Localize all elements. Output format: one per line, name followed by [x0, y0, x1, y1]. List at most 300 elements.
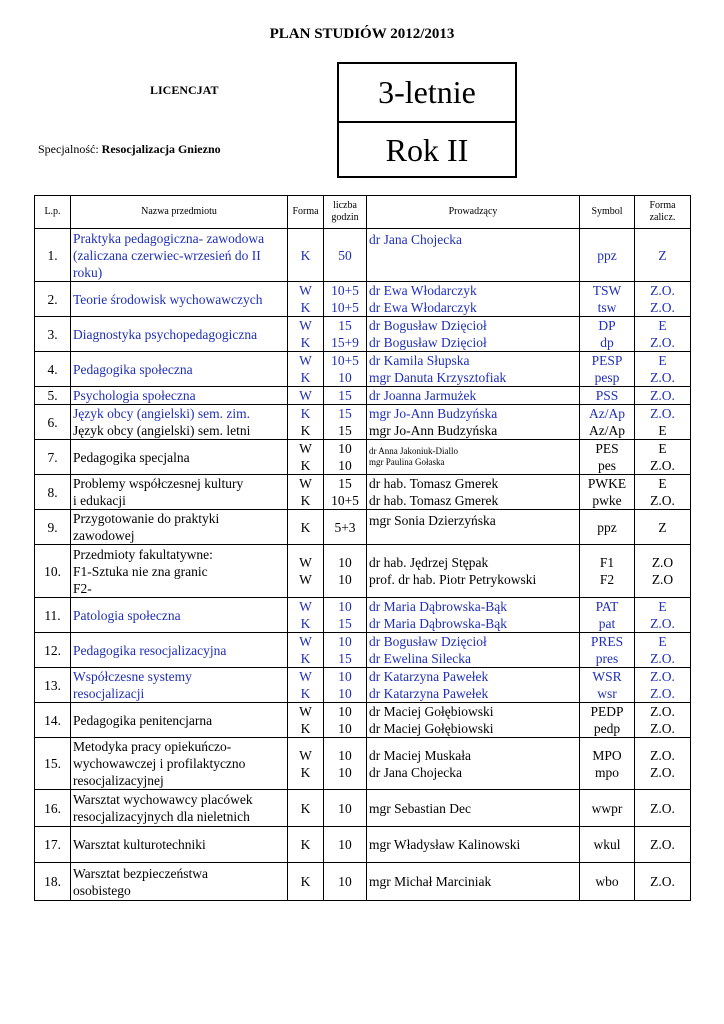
row-symbol [580, 440, 635, 475]
row-teacher-line: dr Jana Chojecka [369, 232, 462, 247]
row-teacher-line: dr Maciej Gołębiowski [369, 704, 494, 719]
row-teacher [367, 790, 580, 827]
row-subject [71, 282, 288, 317]
row-hours-line: 15+9 [331, 335, 359, 350]
row-credit-line: Z.O. [650, 800, 675, 816]
row-symbol-line: pat [598, 616, 616, 631]
row-credit [635, 317, 691, 352]
row-subject-line: Pedagogika społeczna [73, 361, 193, 377]
table-row [35, 475, 691, 510]
row-symbol [580, 229, 635, 282]
row-hours-line: 10+5 [331, 300, 359, 315]
row-credit-line: Z.O [651, 572, 674, 587]
row-credit [635, 598, 691, 633]
row-hours-line: 10 [338, 764, 352, 780]
header-teacher: Prowadzący [367, 196, 580, 229]
row-symbol-line: pesp [594, 370, 620, 385]
row-symbol-line: pres [595, 651, 619, 666]
row-forma-line: K [300, 837, 311, 852]
row-teacher-line: dr Bogusław Dzięcioł [369, 318, 487, 333]
row-subject [71, 633, 288, 668]
row-teacher-line: dr Joanna Jarmużek [369, 388, 477, 403]
row-lp-line: 3. [47, 326, 58, 342]
row-lp-line: 8. [47, 484, 58, 500]
row-teacher-line: mgr Danuta Krzysztofiak [369, 370, 507, 385]
row-teacher [367, 387, 580, 405]
row-hours-line: 10 [338, 441, 352, 456]
row-lp [35, 545, 71, 598]
row-teacher [367, 827, 580, 863]
table-row [35, 633, 691, 668]
row-forma [288, 633, 324, 668]
header-hours: liczba godzin [324, 196, 367, 229]
row-hours-line: 10 [338, 669, 352, 684]
row-hours-line: 10+5 [331, 283, 359, 298]
row-teacher-line: dr Katarzyna Pawełek [369, 669, 489, 684]
row-lp [35, 703, 71, 738]
row-subject-line: wychowawczej i profilaktyczno [73, 756, 246, 771]
row-credit-line: Z [658, 519, 667, 535]
row-hours-line: 10 [338, 704, 352, 719]
row-hours-line: 15 [338, 406, 352, 421]
row-forma-line: W [299, 353, 312, 368]
row-teacher-line: dr Ewelina Silecka [369, 651, 471, 666]
row-teacher-line: dr Katarzyna Pawełek [369, 686, 489, 701]
program-box [337, 62, 517, 178]
row-symbol-line: PRES [590, 634, 624, 649]
row-forma [288, 738, 324, 790]
row-subject-line: Pedagogika specjalna [73, 449, 190, 465]
row-forma-line: W [299, 599, 312, 614]
row-subject-line: Współczesne systemy [73, 669, 192, 684]
row-forma [288, 863, 324, 901]
row-lp [35, 738, 71, 790]
row-subject-line: Pedagogika penitencjarna [73, 712, 213, 728]
row-forma-line: W [299, 572, 312, 587]
row-credit [635, 633, 691, 668]
row-forma-line: W [299, 388, 312, 403]
row-forma [288, 405, 324, 440]
row-teacher-line: dr hab. Jędrzej Stępak [369, 555, 489, 570]
row-forma-line: K [300, 651, 311, 666]
row-credit-line: Z.O. [650, 721, 675, 736]
row-hours [324, 510, 367, 545]
row-hours-line: 15 [338, 616, 352, 631]
row-subject-line: Warsztat wychowawcy placówek [73, 792, 253, 807]
row-hours [324, 668, 367, 703]
row-credit [635, 668, 691, 703]
table-row [35, 827, 691, 863]
row-lp-line: 17. [44, 837, 61, 852]
row-credit [635, 282, 691, 317]
row-symbol-line: mpo [594, 764, 619, 780]
row-forma-line: K [300, 721, 311, 736]
row-subject [71, 387, 288, 405]
row-hours [324, 703, 367, 738]
row-forma-line: K [300, 800, 311, 816]
table-row [35, 317, 691, 352]
row-forma [288, 827, 324, 863]
row-symbol [580, 863, 635, 901]
row-credit-line: Z.O [651, 555, 674, 570]
row-teacher-line: dr Ewa Włodarczyk [369, 283, 477, 298]
row-credit [635, 510, 691, 545]
row-forma [288, 510, 324, 545]
row-teacher-line: dr Maria Dąbrowska-Bąk [369, 599, 507, 614]
row-teacher [367, 510, 580, 545]
row-lp [35, 668, 71, 703]
row-subject-line: resocjalizacji [73, 686, 145, 701]
row-teacher [367, 668, 580, 703]
row-symbol-line: wkul [593, 837, 621, 852]
row-forma [288, 475, 324, 510]
row-subject [71, 790, 288, 827]
row-credit-line: Z.O. [650, 704, 675, 719]
row-subject [71, 598, 288, 633]
row-lp-line: 12. [44, 642, 61, 658]
row-subject [71, 229, 288, 282]
row-lp [35, 598, 71, 633]
row-symbol [580, 352, 635, 387]
row-symbol [580, 598, 635, 633]
row-hours-line: 10 [338, 370, 352, 385]
row-lp-line: 9. [47, 519, 58, 535]
table-row [35, 545, 691, 598]
row-subject-line: Praktyka pedagogiczna- zawodowa [73, 230, 265, 246]
row-subject-line: Pedagogika resocjalizacyjna [73, 642, 227, 658]
row-forma-line: W [299, 747, 312, 763]
row-symbol-line: WSR [592, 669, 622, 684]
row-symbol-line: PES [595, 441, 619, 456]
row-hours-line: 10 [338, 747, 352, 763]
row-lp-line: 7. [47, 449, 58, 465]
row-credit [635, 352, 691, 387]
table-row [35, 598, 691, 633]
row-forma [288, 545, 324, 598]
row-subject-line: (zaliczana czerwiec-wrzesień do II [73, 247, 261, 263]
row-forma-line: K [300, 519, 311, 535]
row-forma-line: K [300, 300, 311, 315]
row-hours [324, 790, 367, 827]
row-subject-line: resocjalizacyjnej [73, 773, 164, 788]
row-symbol [580, 387, 635, 405]
row-lp [35, 510, 71, 545]
row-forma-line: K [300, 370, 311, 385]
row-teacher [367, 405, 580, 440]
row-subject-line: Język obcy (angielski) sem. letni [73, 423, 251, 438]
header-credit: Forma zalicz. [635, 196, 691, 229]
row-symbol [580, 510, 635, 545]
row-forma-line: W [299, 476, 312, 491]
row-credit-line: E [658, 599, 667, 614]
row-lp [35, 633, 71, 668]
table-row [35, 703, 691, 738]
row-hours-line: 10 [338, 721, 352, 736]
specialty-line [38, 142, 221, 157]
row-teacher-line: dr hab. Tomasz Gmerek [369, 493, 499, 508]
row-forma-line: K [300, 458, 311, 473]
row-symbol [580, 827, 635, 863]
row-lp [35, 790, 71, 827]
row-symbol [580, 790, 635, 827]
row-credit-line: Z.O. [650, 669, 675, 684]
row-symbol-line: Az/Ap [589, 423, 625, 438]
row-hours-line: 10 [338, 634, 352, 649]
row-lp-line: 4. [47, 361, 58, 377]
row-symbol-line: PESP [591, 353, 623, 368]
row-lp [35, 352, 71, 387]
row-symbol-line: PSS [595, 388, 619, 403]
row-lp-line: 16. [44, 800, 61, 816]
row-symbol-line: DP [598, 318, 616, 333]
row-lp-line: 18. [44, 874, 61, 889]
row-credit-line: Z.O. [650, 874, 675, 889]
row-subject [71, 405, 288, 440]
row-symbol-line: F2 [599, 572, 615, 587]
row-teacher [367, 863, 580, 901]
row-credit-line: Z [658, 247, 667, 263]
row-subject [71, 510, 288, 545]
row-symbol [580, 668, 635, 703]
row-credit-line: E [658, 476, 667, 491]
row-hours [324, 633, 367, 668]
row-hours-line: 5+3 [334, 519, 356, 535]
row-symbol-line: Az/Ap [589, 406, 625, 421]
row-teacher [367, 440, 580, 475]
table-row [35, 352, 691, 387]
row-forma-line: W [299, 441, 312, 456]
table-row [35, 510, 691, 545]
row-hours-line: 10 [338, 686, 352, 701]
row-symbol-line: ppz [597, 247, 617, 263]
row-hours [324, 229, 367, 282]
program-duration: 3-letnie [339, 64, 515, 123]
row-subject [71, 440, 288, 475]
row-hours-line: 15 [338, 651, 352, 666]
row-hours-line: 10 [338, 572, 352, 587]
row-credit [635, 387, 691, 405]
row-symbol-line: pes [598, 458, 616, 473]
row-symbol [580, 405, 635, 440]
row-subject-line: Język obcy (angielski) sem. zim. [73, 406, 250, 421]
row-lp-line: 6. [47, 414, 58, 430]
row-symbol [580, 317, 635, 352]
row-forma-line: W [299, 634, 312, 649]
row-forma-line: W [299, 283, 312, 298]
row-symbol-line: pwke [592, 493, 622, 508]
row-hours [324, 387, 367, 405]
row-forma [288, 703, 324, 738]
specialty-label: Specjalność: [38, 142, 99, 156]
row-credit [635, 790, 691, 827]
row-lp [35, 387, 71, 405]
row-teacher [367, 738, 580, 790]
row-symbol-line: MPO [592, 747, 622, 763]
row-forma-line: K [300, 686, 311, 701]
row-teacher-line: dr Jana Chojecka [369, 764, 462, 780]
row-teacher [367, 317, 580, 352]
row-symbol [580, 545, 635, 598]
row-credit-line: Z.O. [650, 651, 675, 666]
row-hours-line: 15 [338, 388, 352, 403]
header-name: Nazwa przedmiotu [71, 196, 288, 229]
row-teacher-line: mgr Sebastian Dec [369, 800, 471, 816]
row-credit-line: E [658, 353, 667, 368]
row-credit [635, 545, 691, 598]
row-forma-line: W [299, 555, 312, 570]
row-forma-line: K [300, 616, 311, 631]
table-row [35, 863, 691, 901]
row-teacher-line: mgr Władysław Kalinowski [369, 837, 521, 852]
row-hours [324, 352, 367, 387]
row-hours-line: 10 [338, 458, 352, 473]
row-lp [35, 827, 71, 863]
row-subject-line: F1-Sztuka nie zna granic [73, 563, 208, 579]
header-lp: L.p. [35, 196, 71, 229]
row-hours [324, 475, 367, 510]
header-symbol: Symbol [580, 196, 635, 229]
row-lp [35, 440, 71, 475]
row-credit-line: Z.O. [650, 686, 675, 701]
row-symbol [580, 633, 635, 668]
row-hours-line: 50 [338, 247, 352, 263]
row-hours-line: 10 [338, 800, 352, 816]
row-teacher-line: dr Kamila Słupska [369, 353, 470, 368]
program-year: Rok II [385, 132, 469, 168]
row-symbol-line: pedp [593, 721, 621, 736]
row-credit-line: Z.O. [650, 837, 675, 852]
row-credit [635, 703, 691, 738]
row-subject-line: resocjalizacyjnych dla nieletnich [73, 809, 250, 824]
row-credit-line: Z.O. [650, 388, 675, 403]
table-row [35, 282, 691, 317]
row-credit-line: E [658, 634, 667, 649]
row-symbol [580, 738, 635, 790]
row-symbol [580, 703, 635, 738]
row-teacher [367, 475, 580, 510]
row-symbol [580, 282, 635, 317]
row-hours-line: 15 [338, 423, 352, 438]
row-forma-line: K [300, 406, 311, 421]
row-teacher [367, 545, 580, 598]
row-forma [288, 598, 324, 633]
table-row [35, 229, 691, 282]
row-lp-line: 1. [47, 247, 58, 263]
page-title: PLAN STUDIÓW 2012/2013 [269, 26, 455, 42]
row-subject [71, 545, 288, 598]
row-subject [71, 352, 288, 387]
row-subject [71, 668, 288, 703]
row-subject [71, 738, 288, 790]
row-credit-line: Z.O. [650, 616, 675, 631]
row-hours-line: 15 [338, 476, 352, 491]
table-row [35, 440, 691, 475]
row-symbol-line: tsw [597, 300, 617, 315]
specialty-value: Resocjalizacja Gniezno [101, 142, 221, 156]
row-symbol-line: ppz [597, 519, 617, 535]
table-row [35, 738, 691, 790]
row-symbol-line: TSW [592, 283, 622, 298]
table-row [35, 790, 691, 827]
row-teacher-line: dr Ewa Włodarczyk [369, 300, 477, 315]
row-teacher-line: dr Maciej Gołębiowski [369, 721, 494, 736]
row-lp-line: 15. [44, 756, 61, 771]
row-subject-line: Przedmioty fakultatywne: [73, 546, 213, 562]
row-credit-line: E [658, 423, 667, 438]
row-hours-line: 10+5 [331, 353, 359, 368]
row-teacher-line: dr Bogusław Dzięcioł [369, 634, 487, 649]
row-teacher [367, 633, 580, 668]
row-subject [71, 863, 288, 901]
row-teacher-line: prof. dr hab. Piotr Petrykowski [369, 572, 537, 587]
row-lp [35, 405, 71, 440]
row-hours-line: 10+5 [331, 493, 359, 508]
row-symbol-line: wbo [595, 874, 619, 889]
row-forma [288, 229, 324, 282]
row-subject-line: osobistego [73, 882, 131, 898]
header-forma: Forma [288, 196, 324, 229]
row-credit [635, 229, 691, 282]
row-teacher-line: mgr Sonia Dzierzyńska [369, 513, 496, 528]
row-hours-line: 10 [338, 599, 352, 614]
row-lp-line: 13. [44, 677, 61, 693]
row-teacher [367, 598, 580, 633]
row-forma-line: W [299, 669, 312, 684]
row-credit [635, 863, 691, 901]
row-lp [35, 317, 71, 352]
row-credit-line: Z.O. [650, 406, 675, 421]
row-forma [288, 790, 324, 827]
row-lp [35, 229, 71, 282]
row-forma [288, 668, 324, 703]
row-lp-line: 14. [44, 712, 61, 728]
row-forma-line: W [299, 318, 312, 333]
row-teacher [367, 352, 580, 387]
row-teacher-line: dr Maciej Muskała [369, 747, 471, 763]
row-forma-line: K [300, 493, 311, 508]
row-credit-line: Z.O. [650, 335, 675, 350]
row-forma-line: K [300, 247, 311, 263]
row-teacher-line: dr Maria Dąbrowska-Bąk [369, 616, 507, 631]
row-hours [324, 440, 367, 475]
row-credit-line: Z.O. [650, 370, 675, 385]
row-hours [324, 405, 367, 440]
row-lp [35, 863, 71, 901]
row-hours [324, 317, 367, 352]
row-credit-line: Z.O. [650, 747, 675, 763]
row-hours-line: 10 [338, 874, 352, 889]
row-credit-line: Z.O. [650, 300, 675, 315]
row-forma-line: W [299, 704, 312, 719]
row-teacher [367, 703, 580, 738]
row-subject-line: Diagnostyka psychopedagogiczna [73, 326, 258, 342]
row-subject [71, 827, 288, 863]
row-hours [324, 282, 367, 317]
row-credit-line: Z.O. [650, 764, 675, 780]
row-forma-line: K [300, 423, 311, 438]
row-teacher [367, 282, 580, 317]
row-subject-line: Teorie środowisk wychowawczych [73, 291, 263, 307]
row-credit [635, 475, 691, 510]
row-symbol-line: wsr [597, 686, 617, 701]
row-credit-line: E [658, 441, 667, 456]
row-lp-line: 2. [47, 291, 58, 307]
row-credit-line: Z.O. [650, 283, 675, 298]
row-subject-line: Warsztat kulturotechniki [73, 837, 206, 852]
row-teacher-line: dr Anna Jakoniuk-Diallo [369, 446, 458, 456]
row-credit-line: Z.O. [650, 493, 675, 508]
row-subject-line: zawodowej [73, 528, 135, 543]
